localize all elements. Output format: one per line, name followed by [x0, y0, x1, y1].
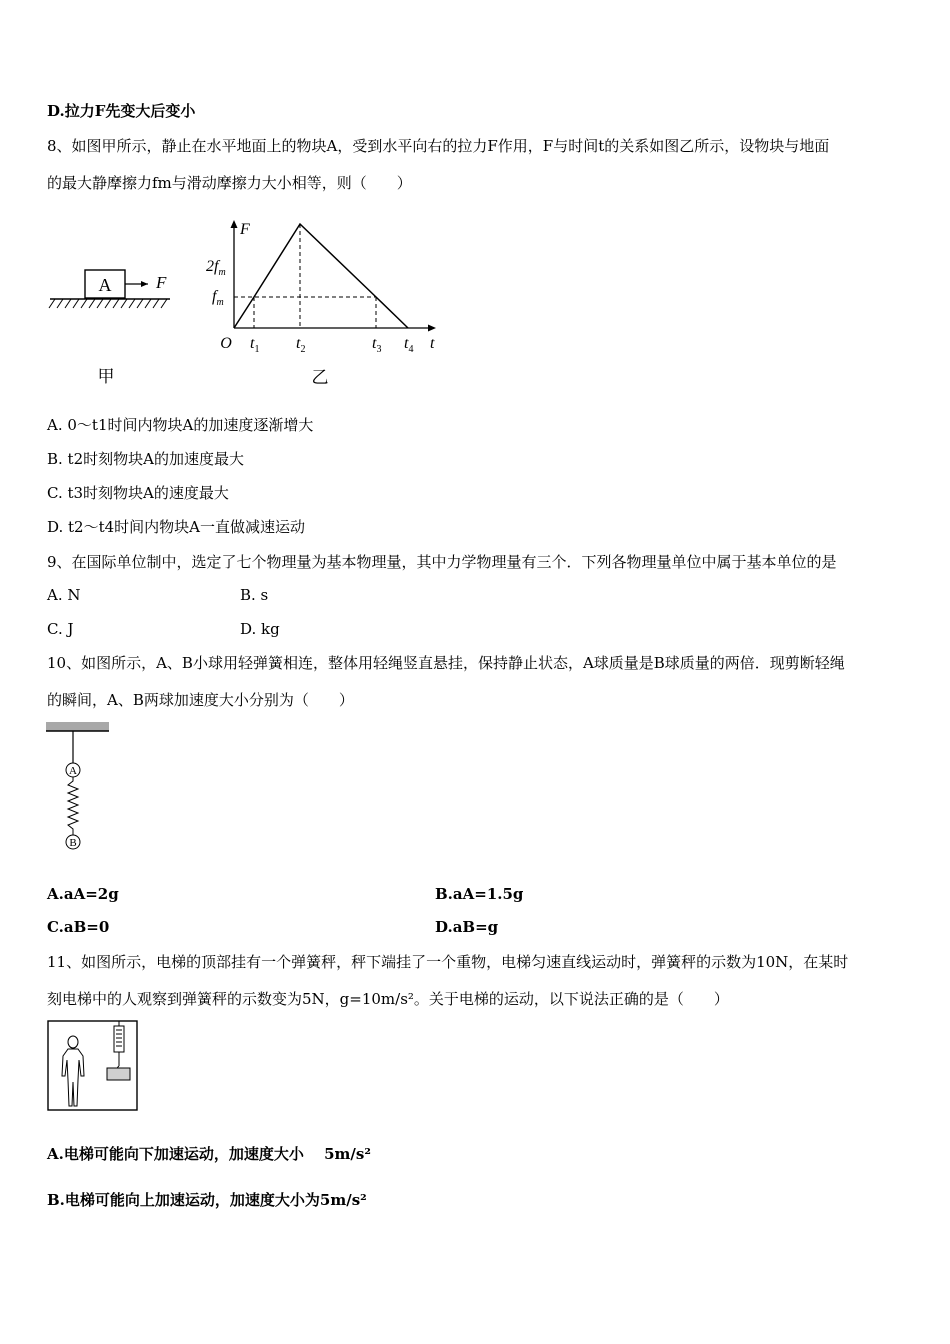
svg-text:fm: $f_m$	[212, 288, 224, 308]
q10-figure-spring	[44, 718, 116, 858]
x-tick-t1	[250, 335, 259, 355]
q8-option-a: A. 0～t1时间内物块A的加速度逐渐增大	[47, 416, 314, 434]
q9-option-d: D. kg	[240, 620, 280, 638]
q9-option-a: A. N	[47, 586, 81, 604]
x-axis-arrow-icon	[428, 325, 436, 332]
spring	[68, 777, 78, 835]
svg-text:t2: $t_2$	[296, 335, 306, 355]
figure-yi-caption: 乙	[311, 368, 329, 387]
force-curve	[234, 224, 408, 328]
q7-option-d: D.拉力F先变大后变小	[47, 102, 196, 120]
svg-text:t4: $t_4$	[404, 335, 414, 355]
q8-option-d: D. t2～t4时间内物块A一直做减速运动	[47, 518, 306, 536]
q8-stem-line-2: 的最大静摩擦力fm与滑动摩擦力大小相等，则（ ）	[47, 174, 412, 192]
q11-figure-elevator	[47, 1020, 139, 1112]
figure-jia-caption: 甲	[97, 367, 115, 386]
ball-a-label: A	[69, 765, 77, 777]
q11-stem-line-1: 11、如图所示，电梯的顶部挂有一个弹簧秤，秤下端挂了一个重物，电梯匀速直线运动时，弹簧秤的示数为10N，在某时	[47, 953, 849, 971]
q10-stem-line-1: 10、如图所示，A、B小球用轻弹簧相连，整体用轻绳竖直悬挂，保持静止状态，A球质量是B球质量的两倍．现剪断轻绳	[47, 654, 845, 672]
q8-option-b: B. t2时刻物块A的加速度最大	[47, 450, 244, 468]
svg-text:t3: $t_3$	[372, 335, 382, 355]
x-tick-t3	[372, 335, 381, 355]
q11-stem-line-2: 刻电梯中的人观察到弹簧秤的示数变为5N，g=10m/s²。关于电梯的运动，以下说法正确的是（ ）	[47, 990, 729, 1008]
q8-figure-yi-chart	[200, 212, 450, 390]
q10-option-d: D.aB=g	[435, 918, 499, 936]
y-axis-arrow-icon	[231, 220, 238, 228]
q9-option-c: C. J	[47, 620, 74, 638]
ball-b-label: B	[69, 837, 77, 849]
ceiling	[46, 722, 109, 731]
ground-hatch	[49, 299, 167, 308]
force-label: F	[156, 273, 167, 292]
q8-stem-line-1: 8、如图甲所示，静止在水平地面上的物块A，受到水平向右的拉力F作用，F与时间t的关系如图乙所示，设物块与地面	[47, 137, 830, 155]
y-tick-2fm	[206, 258, 226, 278]
force-arrow-icon	[141, 281, 148, 287]
x-tick-t2	[296, 335, 305, 355]
q9-stem: 9、在国际单位制中，选定了七个物理量为基本物理量，其中力学物理量有三个．下列各物理量单位中属于基本单位的是	[47, 553, 837, 571]
q8-figure-jia	[45, 255, 185, 390]
q10-option-b: B.aA=1.5g	[435, 885, 524, 903]
block-a-label: A	[98, 275, 112, 295]
svg-text:t1: $t_1$	[250, 335, 260, 355]
x-axis-label: t	[430, 335, 435, 352]
svg-text:2fm: $2f_m$	[206, 258, 226, 278]
q9-option-b: B. s	[240, 586, 269, 604]
q10-option-a: A.aA=2g	[47, 885, 119, 903]
q11-option-b: B.电梯可能向上加速运动，加速度大小为5m/s²	[47, 1191, 367, 1209]
y-axis-label: F	[240, 221, 250, 238]
weight-block	[107, 1068, 130, 1080]
q10-option-c: C.aB=0	[47, 918, 110, 936]
y-tick-fm	[212, 288, 224, 308]
x-tick-t4	[404, 335, 413, 355]
q10-stem-line-2: 的瞬间，A、B两球加速度大小分别为（ ）	[47, 691, 354, 709]
origin-label: O	[220, 335, 232, 352]
q11-option-a: A.电梯可能向下加速运动，加速度大小 5m/s²	[47, 1145, 371, 1163]
q8-option-c: C. t3时刻物块A的速度最大	[47, 484, 229, 502]
